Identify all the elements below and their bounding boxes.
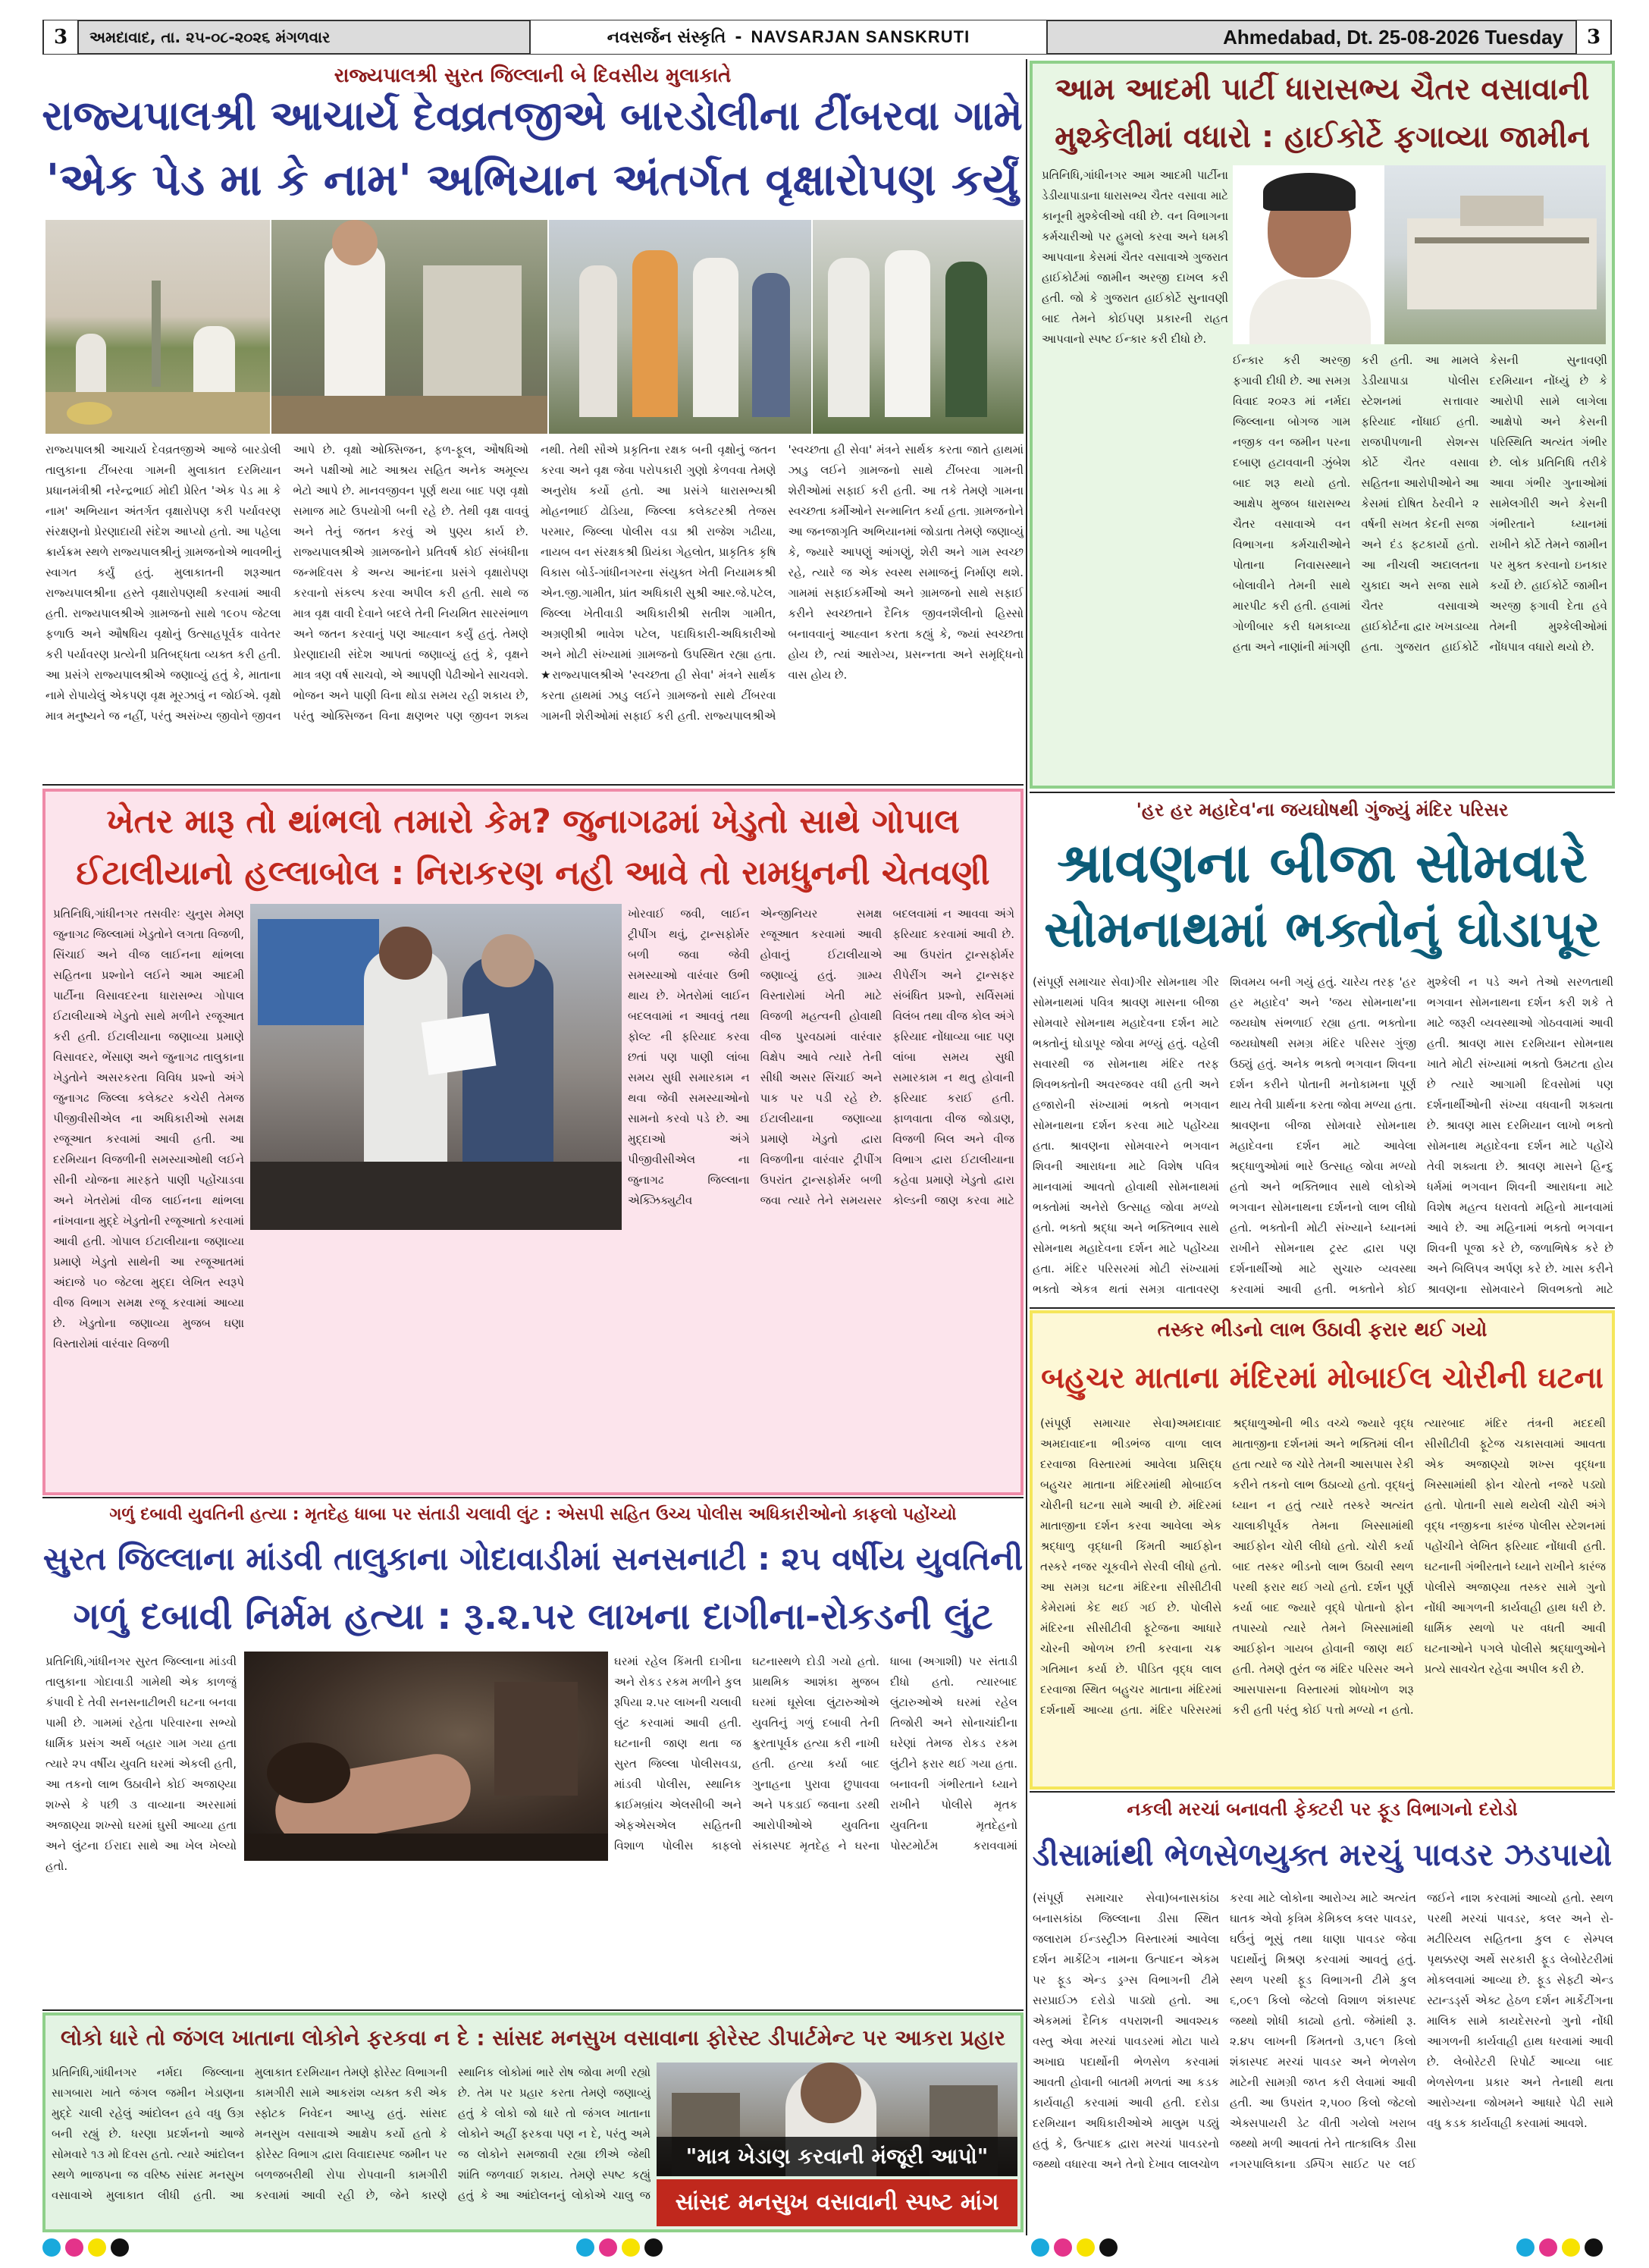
story1-kicker: રાજ્યપાલશ્રી સુરત જિલ્લાની બે દિવસીય મુલાકાતે (334, 64, 732, 87)
story3-headline-line1: શ્રાવણના બીજા સોમવારે (1057, 831, 1588, 895)
rule-horizontal-story5 (1030, 1791, 1615, 1793)
story2-headline-line2: મુશ્કેલીમાં વધારો : હાઈકોર્ટે ફગાવ્યા જામીન (1055, 120, 1590, 155)
cmyk-magenta-dot (65, 2238, 83, 2257)
cmyk-black-dot (111, 2238, 129, 2257)
cmyk-black-dot (644, 2238, 663, 2257)
rule-horizontal-story1 (42, 784, 1024, 786)
rule-vertical-main (1026, 59, 1027, 2235)
story6-body-right-cont (244, 1867, 1017, 2008)
masthead-date-english: Ahmedabad, Dt. 25-08-2026 Tuesday (1223, 25, 1563, 49)
story4-headline-line1: ખેતર મારૂ તો થાંભલો તમારો કેમ? જુનાગઢમાં ખેડુતો સાથે ગોપાલ (106, 802, 960, 841)
page-number-left: 3 (44, 20, 79, 54)
rule-horizontal-story3 (1030, 1307, 1615, 1309)
story2-body-bottom: ઈન્કાર કરી અરજી ફગાવી દીધી છે. આ સમગ્ર વિવાદ ૨૦૨૩ માં નર્મદા જિલ્લાના બોગજ ગામ નજીક વન જમીન પરના દબાણ હટાવવાની ઝુંબેશ બાદ શરૂ થયો હતો. આક્ષેપ મુજબ ધારાસભ્ય ચૈતર વસાવાએ વન વિભાગના કર્મચારીઓને પોતાના નિવાસસ્થાને બોલાવીને તેમની સાથે મારપીટ કરી હતી. હવામાં ગોળીબાર કરી ધમકાવ્યા હતા અને નાણાંની માંગણી કરી હતી. આ મામલે ડેડીયાપાડા પોલીસ સ્ટેશનમાં સત્તાવાર ફરિયાદ નોંધાઈ હતી. રાજપીપળાની સેશન્સ કોર્ટે ચૈતર વસાવા સહિતના આરોપીઓને આ કેસમાં દોષિત ઠેરવીને ૨ વર્ષની સખત કેદની સજા અને દંડ ફટકાર્યો હતો. આ નીચલી અદાલતના ચુકાદા અને સજા સામે ચૈતર વસાવાએ હાઈકોર્ટના દ્વાર ખખડાવ્યા હતા. ગુજરાત હાઈકોર્ટે કેસની સુનાવણી દરમિયાન નોંધ્યું છે કે આરોપી સામે લાગેલા આક્ષેપો અને કેસની પરિસ્થિતિ અત્યંત ગંભીર છે. લોક પ્રતિનિધિ તરીકે આવા ગંભીર ગુનાઓમાં સામેલગીરી અને કેસની ગંભીરતાને ધ્યાનમાં રાખીને કોર્ટે તેમને જામીન પર મુક્ત કરવાનો ઇનકાર કર્યો છે. હાઈકોર્ટે જામીન અરજી ફગાવી દેતા હવે તેમની મુશ્કેલીઓમાં નોંધપાત્ર વધારો થયો છે. (1233, 353, 1607, 654)
story8-quote: "માત્ર ખેડાણ કરવાની મંજૂરી આપો" (657, 2137, 1017, 2176)
story4-body-right-cont (250, 1236, 1014, 1486)
story2-photo (1233, 165, 1606, 344)
cmyk-cyan-dot (1516, 2238, 1535, 2257)
story1-headline-line2: 'એક પેડ મા કે નામ' અભિયાન અંતર્ગત વૃક્ષારોપણ કર્યું (45, 155, 1019, 205)
registration-dots-right (1516, 2238, 1607, 2261)
registration-dots-center-right (1031, 2238, 1122, 2261)
masthead (42, 20, 1612, 55)
story5-headline: બહુચર માતાના મંદિરમાં મોબાઈલ ચોરીની ઘટના (1041, 1361, 1604, 1395)
story7-headline: ડીસામાંથી ભેળસેળયુક્ત મરચું પાવડર ઝડપાયો (1032, 1837, 1613, 1873)
page-number-right: 3 (1575, 20, 1610, 54)
story5-kicker: તસ્કર ભીડનો લાભ ઉઠાવી ફરાર થઈ ગયો (1157, 1319, 1488, 1341)
registration-dots-left (42, 2238, 133, 2261)
cmyk-yellow-dot (1077, 2238, 1095, 2257)
cmyk-black-dot (1099, 2238, 1118, 2257)
story1-photo-4 (813, 220, 1024, 434)
story6-kicker: ગળું દબાવી યુવતિની હત્યા : મૃતદેહ ધાબા પર સંતાડી ચલાવી લુંટ : એસપી સહિત ઉચ્ચ પોલીસ અધિકારીઓનો કાફલો પહોંચ્યો (109, 1505, 957, 1524)
story6-photo (244, 1652, 608, 1861)
cmyk-yellow-dot (88, 2238, 106, 2257)
cmyk-magenta-dot (1054, 2238, 1072, 2257)
story6-headline-line1: સુરત જિલ્લાના માંડવી તાલુકાના ગોદાવાડીમાં સનસનાટી : ૨૫ વર્ષીય યુવતિની (42, 1540, 1024, 1577)
story8-body: પ્રતિનિધિ,ગાંધીનગર નર્મદા જિલ્લાના સાગબારા ખાતે જંગલ જમીન ખેડાણના મુદ્દે ચાલી રહેલું આંદોલન હવે વધુ ઉગ્ર બની રહ્યું છે. ધરણા પ્રદર્શનનો આજે સોમવારે ૧૩ મો દિવસ હતો. ત્યારે આંદોલન સ્થળે ભાજપના જ વરિષ્ઠ સાંસદ મનસુખ વસાવાએ મુલાકાત લીધી હતી. આ મુલાકાત દરમિયાન તેમણે ફોરેસ્ટ વિભાગની કામગીરી સામે આકરાંશ વ્યક્ત કરી એક સ્ફોટક નિવેદન આપ્યુ હતું. સાંસદ મનસુખ વસાવાએ આક્ષેપ કર્યો હતો કે ફોરેસ્ટ વિભાગ દ્વારા વિવાદાસ્પદ જમીન પર બળજબરીથી રોપા રોપવાની કામગીરી કરવામાં આવી રહી છે, જેને કારણે સ્થાનિક લોકોમાં ભારે રોષ જોવા મળી રહ્યો છે. તેમ પર પ્રહાર કરતા તેમણે જણાવ્યું હતું કે લોકો જો ધારે તો જંગલ ખાતાના લોકોને અહીં ફરકવા પણ ન દે, પરંતુ અમે જ લોકોને સમજાવી રહ્યા છીએ જેથી શાંતિ જળવાઈ શકાય. તેમણે સ્પષ્ટ કહ્યું હતું કે આ આંદોલનનું લોકોએ ચાલુ જ (52, 2066, 651, 2202)
cmyk-cyan-dot (42, 2238, 61, 2257)
story5-body: (સંપૂર્ણ સમાચાર સેવા)અમદાવાદ અમદાવાદના ભીડભંજ વાળા લાલ દરવાજા વિસ્તારમાં આવેલા પ્રસિદ્ધ બહુચર માતાના મંદિરમાંથી મોબાઈલ ચોરીની ઘટના સામે આવી છે. મંદિરમાં માતાજીના દર્શન કરવા આવેલા એક શ્રદ્ધાળુ વૃદ્ધાની કિંમતી આઈફોન તસ્કરે નજર ચૂકવીને સેરવી લીધો હતો. આ સમગ્ર ઘટના મંદિરના સીસીટીવી કેમેરામાં કેદ થઈ ગઈ છે. પોલીસે મંદિરના સીસીટીવી ફૂટેજના આધારે ચોરની ઓળખ છતી કરવાના ચક્ર ગતિમાન કર્યા છે. પીડિત વૃદ્ધ લાલ દરવાજા સ્થિત બહુચર માતાના મંદિરમાં દર્શનાર્થે આવ્યા હતા. મંદિર પરિસરમાં શ્રદ્ધાળુઓની ભીડ વચ્ચે જ્યારે વૃદ્ધ માતાજીના દર્શનમાં અને ભક્તિમાં લીન હતા ત્યારે જ ચોરે તેમની આસપાસ રેકી કરીને તકનો લાભ ઉઠાવ્યો હતો. વૃદ્ધનું ધ્યાન ન હતું ત્યારે તસ્કરે અત્યંત ચાલાકીપૂર્વક તેમના ખિસ્સામાંથી આઈફોન ચોરી લીધો હતો. ચોરી કર્યા બાદ તસ્કર ભીડનો લાભ ઉઠાવી સ્થળ પરથી ફરાર થઈ ગયો હતો. દર્શન પૂર્ણ કર્યા બાદ જ્યારે વૃદ્ધે પોતાનો ફોન તપાસ્યો ત્યારે તેમને ખિસ્સામાંથી આઈફોન ગાયબ હોવાની જાણ થઈ હતી. તેમણે તુરંત જ મંદિર પરિસર અને આસપાસના વિસ્તારમાં શોધખોળ શરૂ કરી હતી પરંતુ કોઈ પત્તો મળ્યો ન હતો. ત્યારબાદ મંદિર તંત્રની મદદથી સીસીટીવી ફૂટેજ ચકાસવામાં આવતા એક અજાણ્યો શખ્સ વૃદ્ધના ખિસ્સામાંથી ફોન ચોરતો નજરે પડ્યો હતો. પોતાની સાથે થયેલી ચોરી અંગે વૃદ્ધ નજીકના કારંજ પોલીસ સ્ટેશનમાં પહોંચીને લેખિત ફરિયાદ નોંધાવી હતી. ઘટનાની ગંભીરતાને ધ્યાને રાખીને કારંજ પોલીસે અજાણ્યા તસ્કર સામે ગુનો નોંધી આગળની કાર્યવાહી હાથ ધરી છે. ધાર્મિક સ્થળો પર વધતી આવી ઘટનાઓને પગલે પોલીસે શ્રદ્ધાળુઓને પ્રત્યે સાવચેત રહેવા અપીલ કરી છે. (1040, 1416, 1606, 1717)
registration-dots-center-left (576, 2238, 667, 2261)
story8-headline: લોકો ધારે તો જંગલ ખાતાના લોકોને ફરકવા ન દે : સાંસદ મનસુખ વસાવાના ફોરેસ્ટ ડીપાર્ટમેન્ટ પર આકરા પ્રહાર (61, 2025, 1005, 2050)
cmyk-cyan-dot (576, 2238, 594, 2257)
story3-body: (સંપૂર્ણ સમાચાર સેવા)ગીર સોમનાથ ગીર સોમનાથમાં પવિત્ર શ્રાવણ માસના બીજા સોમવારે સોમનાથ મહાદેવના દર્શન માટે ભક્તોનું ઘોડાપૂર જોવા મળ્યું હતું. વહેલી સવારથી જ સોમનાથ મંદિર તરફ શિવભક્તોની અવરજવર વધી હતી અને હજારોની સંખ્યામાં ભક્તો ભગવાન સોમનાથના દર્શન કરવા માટે પહોંચ્યા હતા. શ્રાવણના સોમવારને ભગવાન શિવની આરાધના માટે વિશેષ પવિત્ર માનવામાં આવતો હોવાથી સોમનાથમાં ભક્તોમાં અનેરો ઉત્સાહ જોવા મળ્યો હતો. ભક્તો શ્રદ્ધા અને ભક્તિભાવ સાથે સોમનાથ મહાદેવના દર્શન માટે પહોંચ્યા હતા. મંદિર પરિસરમાં મોટી સંખ્યામાં ભક્તો એકત્ર થતાં સમગ્ર વાતાવરણ શિવમય બની ગયું હતું. ચારેય તરફ 'હર હર મહાદેવ' અને 'જય સોમનાથ'ના જયઘોષ સંભળાઈ રહ્યા હતા. ભક્તોના જયઘોષથી સમગ્ર મંદિર પરિસર ગુંજી ઉઠ્યું હતું. અનેક ભક્તો ભગવાન શિવના દર્શન કરીને પોતાની મનોકામના પૂર્ણ થાય તેવી પ્રાર્થના કરતા જોવા મળ્યા હતા. શ્રાવણના બીજા સોમવારે સોમનાથ મહાદેવના દર્શન માટે આવેલા શ્રદ્ધાળુઓમાં ભારે ઉત્સાહ જોવા મળ્યો હતો અને ભક્તિભાવ સાથે લોકોએ ભગવાન સોમનાથના દર્શનનો લાભ લીધો હતો. ભક્તોની મોટી સંખ્યાને ધ્યાનમાં રાખીને સોમનાથ ટ્રસ્ટ દ્વારા પણ દર્શનાર્થીઓ માટે સુચારુ વ્યવસ્થા કરવામાં આવી હતી. ભક્તોને કોઈ મુશ્કેલી ન પડે અને તેઓ સરળતાથી ભગવાન સોમનાથના દર્શન કરી શકે તે માટે જરૂરી વ્યવસ્થાઓ ગોઠવવામાં આવી હતી. શ્રાવણ માસ દરમિયાન સોમનાથ ખાતે મોટી સંખ્યામાં ભક્તો ઉમટતા હોય છે ત્યારે આગામી દિવસોમાં પણ દર્શનાર્થીઓની સંખ્યા વધવાની શક્યતા છે. શ્રાવણ માસ દરમિયાન લાખો ભક્તો સોમનાથ મહાદેવના દર્શન માટે પહોંચે તેવી શક્યતા છે. શ્રાવણ માસને હિન્દુ ધર્મમાં ભગવાન શિવની આરાધના માટે વિશેષ મહત્વ ધરાવતો મહિનો માનવામાં આવે છે. આ મહિનામાં ભક્તો ભગવાન શિવની પૂજા કરે છે, જળાભિષેક કરે છે અને બિલિપત્ર અર્પણ કરે છે. ખાસ કરીને શ્રાવણના સોમવારને શિવભક્તો માટે (1033, 975, 1613, 1296)
cmyk-yellow-dot (1562, 2238, 1580, 2257)
story6-headline-line2: ગળું દબાવી નિર્મમ હત્યા : રૂ.૨.૫ર લાખના દાગીના-રોકડની લુંટ (73, 1595, 993, 1638)
story1-photo-1 (45, 220, 270, 434)
cmyk-black-dot (1585, 2238, 1603, 2257)
cmyk-cyan-dot (1031, 2238, 1049, 2257)
story6-body-left: પ્રતિનિધિ,ગાંધીનગર સુરત જિલ્લાના માંડવી તાલુકાના ગોદાવાડી ગામેથી એક કાળજું કંપાવી દે તેવી સનસનાટીભરી ઘટના બનવા પામી છે. ગામમાં રહેતા પરિવારના સભ્યો ધાર્મિક પ્રસંગ અર્થે બહાર ગામ ગયા હતા ત્યારે ૨૫ વર્ષીય યુવતિ ઘરમાં એકલી હતી, આ તકનો લાભ ઉઠાવીને કોઈ અજાણ્યા શખ્સે કે પછી ૩ વાવ્યાના અરસામાં અજાણ્યા શખ્સો ઘરમાં ઘુસી આવ્યા હતા અને લુંટના ઈરાદા સાથે આ ખેલ ખેલ્યો હતો. (45, 1655, 237, 1873)
story1-body: રાજ્યપાલશ્રી આચાર્ય દેવવ્રતજીએ આજે બારડોલી તાલુકાના ટીંબરવા ગામની મુલાકાત દરમિયાન પ્રધાનમંત્રીશ્રી નરેન્દ્રભાઈ મોદી પ્રેરિત 'એક પેડ મા કે નામ' અભિયાન અંતર્ગત વૃક્ષારોપણ કરી પર્યાવરણ સંરક્ષણનો પ્રેરણાદાયી સંદેશ આપ્યો હતો. આ પહેલા ક્રાર્યક્રમ સ્થળે રાજ્યપાલશ્રીનું ગ્રામજનોએ ભાવભીનું સ્વાગત કર્યું હતું. મુલાકાતની શરૂઆત રાજ્યપાલશ્રીના હસ્તે વૃક્ષારોપણથી કરવામાં આવી હતી. રાજ્યપાલશ્રીએ ગ્રામજનો સાથે ૧૯૦૫ જેટલા ફળાઉ અને ઔષધિય વૃક્ષોનું ઉત્સાહપૂર્વક વાવેતર કરી પર્યાવરણ પ્રત્યેની પ્રતિબદ્ધતા વ્યક્ત કરી હતી. આ પ્રસંગે રાજ્યપાલશ્રીએ જણાવ્યું હતું કે, માતાના નામે રોપાયેલું એકપણ વૃક્ષ મૂરઝાવું ન જોઈએ. વૃક્ષો માત્ર મનુષ્યને જ નહીં, પરંતુ અસંખ્ય જીવોને જીવન આપે છે. વૃક્ષો ઓક્સિજન, ફળ-ફૂલ, ઔષધિઓ અને પક્ષીઓ માટે આશ્રય સહિત અનેક અમૂલ્ય ભેટો આપે છે. માનવજીવન પૂર્ણ થયા બાદ પણ વૃક્ષો સમાજ માટે ઉપયોગી બની રહે છે. તેથી વૃક્ષ વાવવું અને તેનું જતન કરવું એ પુણ્ય કાર્ય છે. રાજ્યપાલશ્રીએ ગ્રામજનોને પ્રતિવર્ષ કોઈ સંબંધીના જન્મદિવસ કે અન્ય આનંદના પ્રસંગે વૃક્ષારોપણ કરવાનો સંકલ્પ કરવા અપીલ કરી હતી. સાથે જ માત્ર વૃક્ષ વાવી દેવાને બદલે તેની નિયમિત સારસંભાળ અને જતન કરવાનું પણ આહ્વાન કર્યું હતું. તેમણે પ્રેરણાદાયી સંદેશ આપતાં જણાવ્યું હતું કે, વૃક્ષને માત્ર ત્રણ વર્ષ સાચવો, એ આપણી પેઢીઓને સાચવશે. ભોજન અને પાણી વિના થોડા સમય રહી શકાય છે, પરંતુ ઓક્સિજન વિના ક્ષણભર પણ જીવન શક્ય નથી. તેથી સૌએ પ્રકૃતિના રક્ષક બની વૃક્ષોનું જતન કરવા અને વૃક્ષ જેવા પરોપકારી ગુણો કેળવવા તેમણે અનુરોધ કર્યો હતો. આ પ્રસંગે ધારાસભ્યશ્રી મોહનભાઈ ઢોડિયા, જિલ્લા કલેક્ટરશ્રી તેજસ પરમાર, જિલ્લા પોલીસ વડા શ્રી રાજેશ ગઢીયા, નાયબ વન સંરક્ષકશ્રી પ્રિયંકા ગેહલોત, પ્રાકૃતિક કૃષિ વિકાસ બોર્ડ-ગાંધીનગરના સંયુક્ત ખેતી નિયામકશ્રી એન.જી.ગામીત, પ્રાંત અધિકારી સુશ્રી આર.જે.પટેલ, જિલ્લા ખેતીવાડી અધિકારીશ્રી સતીશ ગામીત, અગ્રણીશ્રી ભાવેશ પટેલ, પદાધિકારી-અધિકારીઓ અને મોટી સંખ્યામાં ગ્રામજનો ઉપસ્થિત રહ્યા હતા. ★રાજ્યપાલશ્રીએ 'સ્વચ્છતા હી સેવા' મંત્રને સાર્થક કરતા હાથમાં ઝાડુ લઈને ગ્રામજનો સાથે ટીંબરવા ગામની શેરીઓમાં સફાઈ કરી હતી. રાજ્યપાલશ્રીએ 'સ્વચ્છતા હી સેવા' મંત્રને સાર્થક કરતા જાતે હાથમાં ઝાડુ લઈને ગ્રામજનો સાથે ટીંબરવા ગામની શેરીઓમાં સફાઈ કરી હતી. આ તકે તેમણે ગામના સ્વચ્છતા કર્મીઓને સન્માનિત કર્યા હતા. ગ્રામજનોને આ જનજાગૃતિ અભિયાનમાં જોડાતા તેમણે જણાવ્યું કે, જ્યારે આપણું આંગણું, શેરી અને ગામ સ્વચ્છ રહે, ત્યારે જ એક સ્વસ્થ સમાજનું નિર્માણ થશે. ગામમાં સફાઈકર્મીઓ અને ગ્રામજનો સાથે સફાઈ કરીને સ્વચ્છતાને દૈનિક જીવનશૈલીનો હિસ્સો બનાવવાનું આહ્વાન કરતા કહ્યું કે, જ્યાં સ્વચ્છતા હોય છે, ત્યાં આરોગ્ય, પ્રસન્નતા અને સમૃદ્ધિનો વાસ હોય છે. (45, 443, 1024, 723)
rule-horizontal-story4 (42, 1497, 1024, 1498)
story7-kicker: નકલી મરચાં બનાવતી ફેક્ટરી પર ફૂડ વિભાગનો દરોડો (1127, 1799, 1518, 1820)
masthead-paper-english: NAVSARJAN SANSKRUTI (751, 27, 970, 46)
story2-body-top: પ્રતિનિધિ,ગાંધીનગર આમ આદમી પાર્ટીના ડેડીયાપાડાના ધારાસભ્ય ચૈતર વસાવા માટે કાનૂની મુશ્કેલીઓ વધી છે. વન વિભાગના કર્મચારીઓ પર હુમલો કરવા અને ધમકી આપવાના કેસમાં ચૈતર વસાવાએ ગુજરાત હાઈકોર્ટમાં જામીન અરજી દાખલ કરી હતી. જો કે ગુજરાત હાઈકોર્ટે સુનાવણી બાદ તેમને કોઈપણ પ્રકારની રાહત આપવાનો સ્પષ્ટ ઈન્કાર કરી દીધો છે. (1042, 168, 1228, 346)
rule-horizontal-story2 (1030, 792, 1615, 793)
cmyk-yellow-dot (622, 2238, 640, 2257)
story1-photo-3 (549, 220, 811, 434)
cmyk-magenta-dot (599, 2238, 617, 2257)
rule-horizontal-story6 (42, 2009, 1024, 2011)
story4-body-left: પ્રતિનિધિ,ગાંધીનગર તસવીરઃ યુનુસ મેમણ જુનાગઢ જિલ્લામાં ખેડુતોને લગતા વિજળી, સિંચાઈ અને વીજ લાઈનના થાંભલા સહિતના પ્રશ્નોને લઈને આમ આદમી પાર્ટીના વિસાવદરના ધારાસભ્ય ગોપાલ ઈટાલીયાએ ખેડુતો સાથે મળીને રજૂઆત કરી હતી. ઈટાલીયાના જણાવ્યા પ્રમાણે વિસાવદર, ભેંસાણ અને જુનાગઢ તાલુકાના ખેડુતોને અસરકરતા વિવિધ પ્રશ્નો અંગે જુનાગઢ જિલ્લા કલેક્ટર કચેરી તેમજ પીજીવીસીએલ ના અધિકારીઓ સમક્ષ રજૂઆત કરવામાં આવી હતી. આ દરમિયાન વિજળીની સમસ્યાઓથી લઈને સીની યોજના મારફતે પાણી પહોંચાડવા અને ખેતરોમાં વીજ લાઈનના થાંભલા નાંખવાના મુદ્દે ખેડુતોની રજૂઆતો કરવામાં આવી હતી. ગોપાલ ઈટાલીયાના જણાવ્યા પ્રમાણે ખેડુતો સાથેની આ રજૂઆતમાં અંદાજે ૫૦ જેટલા મુદ્દા લેખિત સ્વરૂપે વીજ વિભાગ સમક્ષ રજૂ કરવામાં આવ્યા છે. ખેડુતોના જણાવ્યા મુજબ ઘણા વિસ્તારોમાં વારંવાર વિજળી (53, 907, 244, 1350)
story3-headline-line2: સોમનાથમાં ભક્તોનું ઘોડાપૂર (1043, 900, 1600, 958)
story6-body-right: ઘરમાં રહેલ કિંમતી દાગીના અને રોકડ રકમ મળીને કુલ રૂપિયા ૨.૫ર લાખની ચલાવી લુંટ કરવામાં આવી હતી. ઘટનાની જાણ થતા જ સુરત જિલ્લા પોલીસવડા, માંડવી પોલીસ, સ્થાનિક ક્રાઈમબ્રાંચ એલસીબી અને એફએસએલ સહિતની વિશાળ પોલીસ કાફલો ઘટનાસ્થળે દોડી ગયો હતો. પ્રાથમિક આશંકા મુજબ ઘરમાં ઘૂસેલા લુંટારુઓએ યુવતિનું ગળું દબાવી તેની ક્રુરતાપૂર્વક હત્યા કરી નાખી હતી. હત્યા કર્યા બાદ ગુનાહના પુરાવા છુપાવવા અને પકડાઈ જવાના ડરથી આરોપીઓએ યુવતિના સંકાસ્પદ મૃતદેહ ને ઘરના ધાબા (અગાશી) પર સંતાડી દીધો હતો. ત્યારબાદ લુંટારુઓએ ઘરમાં રહેલ તિજોરી અને સોનાચાંદીના ઘરેણાં તેમજ રોકડ રકમ લુંટીને ફરાર થઈ ગયા હતા. બનાવની ગંભીરતાને ધ્યાને રાખીને પોલીસે મૃતક યુવતિના મૃતદેહનો પોસ્ટમોર્ટમ કરાવવામાં (614, 1655, 1017, 1852)
masthead-paper-name (529, 20, 1048, 54)
story8-banner: સાંસદ મનસુખ વસાવાની સ્પષ્ટ માંગ (657, 2179, 1017, 2226)
story4-photo (250, 904, 622, 1230)
story4-headline-line2: ઈટાલીયાનો હલ્લાબોલ : નિરાકરણ નહી આવે તો રામધુનની ચેતવણી (76, 854, 990, 892)
story1-photo-2 (271, 220, 547, 434)
cmyk-magenta-dot (1539, 2238, 1557, 2257)
story7-body: (સંપૂર્ણ સમાચાર સેવા)બનાસકાંઠા બનાસકાંઠા જિલ્લાના ડીસા સ્થિત જલારામ ઈન્ડસ્ટ્રીઝ વિસ્તારમાં આવેલા દર્શન માર્કેટિંગ નામના ઉત્પાદન એકમ પર ફૂડ એન્ડ ડ્રગ્સ વિભાગની ટીમે સરપ્રાઈઝ દરોડો પાડ્યો હતો. આ એકમમાં દૈનિક વપરાશની આવશ્યક વસ્તુ એવા મરચાં પાવડરમાં મોટા પાયે અખાદ્ય પદાર્થોની ભેળસેળ કરવામાં આવતી હોવાની બાતમી મળતાં આ કડક કાર્યવાહી કરવામાં આવી હતી. દરોડા દરમિયાન અધિકારીઓએ માલુમ પડ્યું હતું કે, ઉત્પાદક દ્વારા મરચાં પાવડરનો જથ્થો વધારવા અને તેનો દેખાવ લાલચોળ કરવા માટે લોકોના આરોગ્ય માટે અત્યંત ઘાતક એવો કૃત્રિમ કેમિકલ કલર પાવડર, ઘઉંનું ભૂસું તથા ધાણા પાવડર જેવા પદાર્થોનું મિશ્રણ કરવામાં આવતું હતું. સ્થળ પરથી ફૂડ વિભાગની ટીમે કુલ ૬,૦૯૧ કિલો જેટલો વિશાળ શંકાસ્પદ જથ્થો શોધી કાઢ્યો હતો. જેમાંથી રૂ. ૨.૪૫ લાખની કિંમતનો ૩,૫૯૧ કિલો શંકાસ્પદ મરચાં પાવડર અને ભેળસેળ માટેની સામગ્રી જપ્ત કરી લેવામાં આવી હતી. આ ઉપરાંત ૨,૫૦૦ કિલો જેટલો એક્સપાયરી ડેટ વીતી ગયેલો ખરાબ જથ્થો મળી આવતાં તેને તાત્કાલિક ડીસા નગરપાલિકાના ડમ્પિંગ સાઈટ પર લઈ જઈને નાશ કરવામાં આવ્યો હતો. સ્થળ પરથી મરચાં પાવડર, કલર અને રો-મટીરિયલ સહિતના કુલ ૯ સેમ્પલ પૃથક્કરણ અર્થે સરકારી ફૂડ લેબોરેટરીમાં મોકલવામાં આવ્યા છે. ફૂડ સેફ્ટી એન્ડ સ્ટાન્ડર્ડ્સ એક્ટ હેઠળ દર્શન માર્કેટીંગના માલિક સામે કાયદેસરનો ગુનો નોંધી આગળની કાર્યવાહી હાથ ધરવામાં આવી છે. લેબોરેટરી રિપોર્ટ આવ્યા બાદ ભેળસેળના પ્રકાર અને તેનાથી થતા આરોગ્યના જોખમને આધારે પેઢી સામે વધુ કડક કાર્યવાહી કરવામાં આવશે. (1033, 1891, 1613, 2171)
story1-headline-line1: રાજ્યપાલશ્રી આચાર્ય દેવવ્રતજીએ બારડોલીના ટીંબરવા ગામે (42, 93, 1023, 140)
masthead-paper-gujarati: નવસર્જન સંસ્કૃતિ (607, 27, 726, 47)
story4-body-right: ખોરવાઈ જવી, લાઈન ટ્રીપીંગ થવું, ટ્રાન્સફોર્મર બળી જવા જેવી સમસ્યાઓ વારંવાર ઉભી થાય છે. ખેતરોમાં લાઈન બદલવામાં ન આવવું તથા ફોલ્ટ ની ફરિયાદ કરવા છતાં પણ પાણી લાંબા સમય સુધી સમારકામ ન થવા જેવી સમસ્યાઓનો સામનો કરવો પડે છે. આ મુદ્દાઓ અંગે પીજીવીસીએલ ના જુનાગઢ જિલ્લાના એક્ઝિક્યુટીવ એન્જીનિયર સમક્ષ રજૂઆત કરવામાં આવી હોવાનું ઈટાલીયાએ જણાવ્યું હતું. ગ્રામ્ય વિસ્તારોમાં ખેતી માટે વિજળી મહત્વની હોવાથી વીજ પુરવઠામાં વારંવાર વિક્ષેપ આવે ત્યારે તેની સીધી અસર સિંચાઈ અને પાક પર પડી રહે છે. ઈટાલીયાના જણાવ્યા પ્રમાણે ખેડુતો દ્વારા વિજળીના વારંવાર ટ્રીપીંગ ઉપરાંત ટ્રાન્સફોર્મર બળી જવા ત્યારે તેને સમયસર બદલવામાં ન આવવા અંગે ફરિયાદ કરવામાં આવી છે. આ ઉપરાંત ટ્રાન્સફોર્મર રીપેરીંગ અને ટ્રાન્સફર સંબંધિત પ્રશ્નો, સર્વિસમાં વિલંબ તથા વીજ કોલ અંગે ફરિયાદ નોંધાવ્યા બાદ પણ લાંબા સમય સુધી સમારકામ ન થતુ હોવાની ફરિયાદ કરાઈ હતી. ફાળવાતા વીજ જોડાણ, વિજળી બિલ અને વીજ વિભાગ દ્વારા ઈટાલીયાના કહેવા પ્રમાણે ખેડુતો દ્વારા કોલ્ડની જાણ કરવા માટે (628, 907, 1014, 1207)
masthead-separator: - (735, 27, 742, 47)
masthead-date-gujarati: અમદાવાદ, તા. ૨૫-૦૮-૨૦૨૬ મંગળવાર (89, 28, 331, 46)
story3-kicker: 'હર હર મહાદેવ'ના જયઘોષથી ગુંજ્યું મંદિર પરિસર (1136, 799, 1509, 820)
story2-headline-line1: આમ આદમી પાર્ટી ધારાસભ્ય ચૈતર વસાવાની (1055, 72, 1590, 107)
